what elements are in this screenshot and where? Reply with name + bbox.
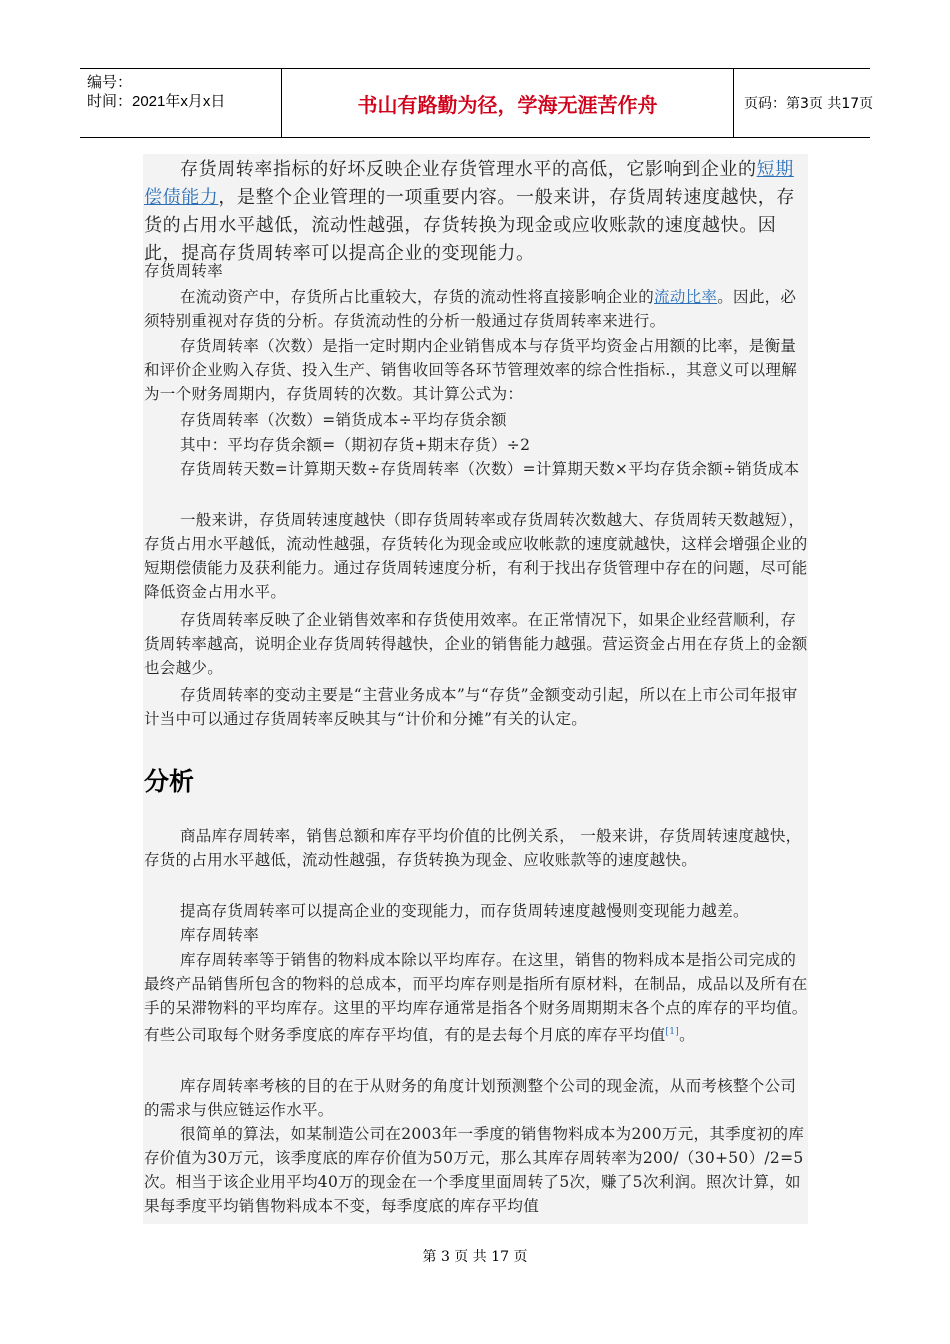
page-header xyxy=(80,68,874,138)
paragraph-efficiency: 存货周转率反映了企业销售效率和存货使用效率。在正常情况下，如果企业经营顺利，存货周转率越高，说明企业存货周转得越快，企业的销售能力越强。营运资金占用在存货上的金额也会越少。 xyxy=(144,611,808,677)
paragraph-speed: 一般来讲，存货周转速度越快（即存货周转率或存货周转次数越大、存货周转天数越短），存货占用水平越低，流动性越强，存货转化为现金或应收帐款的速度就越快，这样会增强企业的短期偿债能力及获利能力。通过存货周转速度分析，有利于找出存货管理中存在的问题，尽可能降低资金占用水平。 xyxy=(144,511,808,601)
paragraph-definition: 存货周转率（次数）是指一定时期内企业销售成本与存货平均资金占用额的比率，是衡量和评价企业购入存货、投入生产、销售收回等各环节管理效率的综合性指标.，其意义可以理解为一个财务周期内，存货周转的次数。其计算公式为： xyxy=(144,337,798,403)
paragraph-example: 很简单的算法，如某制造公司在2003年一季度的销售物料成本为200万元，其季度初的库存价值为30万元，该季度底的库存价值为50万元，那么其库存周转率为200/（30+50）/2=5次。相当于该企业用平均40万的现金在一个季度里面周转了5次，赚了5次利润。照次计算，如果每季度平均销售物料成本不变，每季度底的库存平均值 xyxy=(144,1125,805,1215)
heading-analysis: 分析 xyxy=(144,767,195,796)
paragraph-purpose: 库存周转率考核的目的在于从财务的角度计划预测整个公司的现金流，从而考核整个公司的需求与供应链运作水平。 xyxy=(144,1077,797,1119)
page-footer: 第 3 页 共 17 页 xyxy=(422,1249,528,1265)
document-date-label: 时间：2021年x月x日 xyxy=(87,93,226,110)
paragraph-audit: 存货周转率的变动主要是“主营业务成本”与“存货”金额变动引起，所以在上市公司年报审计当中可以通过存货周转率反映其与“计价和分摊”有关的认定。 xyxy=(144,686,798,728)
link-current-ratio[interactable]: 流动比率 xyxy=(654,288,718,306)
paragraph-liquidity: 在流动资产中，存货所占比重较大，存货的流动性将直接影响企业的流动比率。因此，必须特别重视对存货的分析。存货流动性的分析一般通过存货周转率来进行。 xyxy=(144,288,797,330)
formula-turnover: 存货周转率（次数）=销货成本÷平均存货余额 xyxy=(180,411,507,429)
document-number-label: 编号： xyxy=(87,74,133,91)
header-page-number: 页码：第3页 共17页 xyxy=(744,96,874,112)
paragraph-liquidity-ability: 提高存货周转率可以提高企业的变现能力，而存货周转速度越慢则变现能力越差。 xyxy=(180,902,749,920)
subheading-stock-turnover: 库存周转率 xyxy=(180,926,260,944)
header-motto: 书山有路勤为径，学海无涯苦作舟 xyxy=(282,69,734,137)
subheading-inventory-turnover: 存货周转率 xyxy=(144,262,224,280)
paragraph-stock-definition: 库存周转率等于销售的物料成本除以平均库存。在这里，销售的物料成本是指公司完成的最终产品销售所包含的物料的总成本，而平均库存则是指所有原材料，在制品，成品以及所有在手的呆滞物料的平均库存。这里的平均库存通常是指各个财务周期期末各个点的库存的平均值。有些公司取每个财务季度底的库存平均值，有的是去每个月底的库存平均值[1]。 xyxy=(144,951,808,1045)
formula-average-inventory: 其中：平均存货余额=（期初存货+期末存货）÷2 xyxy=(180,436,531,454)
formula-turnover-days: 存货周转天数=计算期天数÷存货周转率（次数）=计算期天数×平均存货余额÷销货成本 xyxy=(180,460,800,478)
reference-marker[interactable]: [1] xyxy=(665,1027,680,1037)
paragraph-commodity-turnover: 商品库存周转率，销售总额和库存平均价值的比例关系， 一般来讲，存货周转速度越快，存货的占用水平越低，流动性越强，存货转换为现金、应收账款等的速度越快。 xyxy=(144,827,802,869)
header-meta xyxy=(80,69,282,137)
link-short-term-solvency[interactable]: 短期偿债能力 xyxy=(144,159,794,208)
paragraph-intro: 存货周转率指标的好坏反映企业存货管理水平的高低，它影响到企业的短期偿债能力，是整个企业管理的一项重要内容。一般来讲，存货周转速度越快，存货的占用水平越低，流动性越强，存货转换为现金或应收账款的速度越快。因此，提高存货周转率可以提高企业的变现能力。 xyxy=(144,159,796,264)
